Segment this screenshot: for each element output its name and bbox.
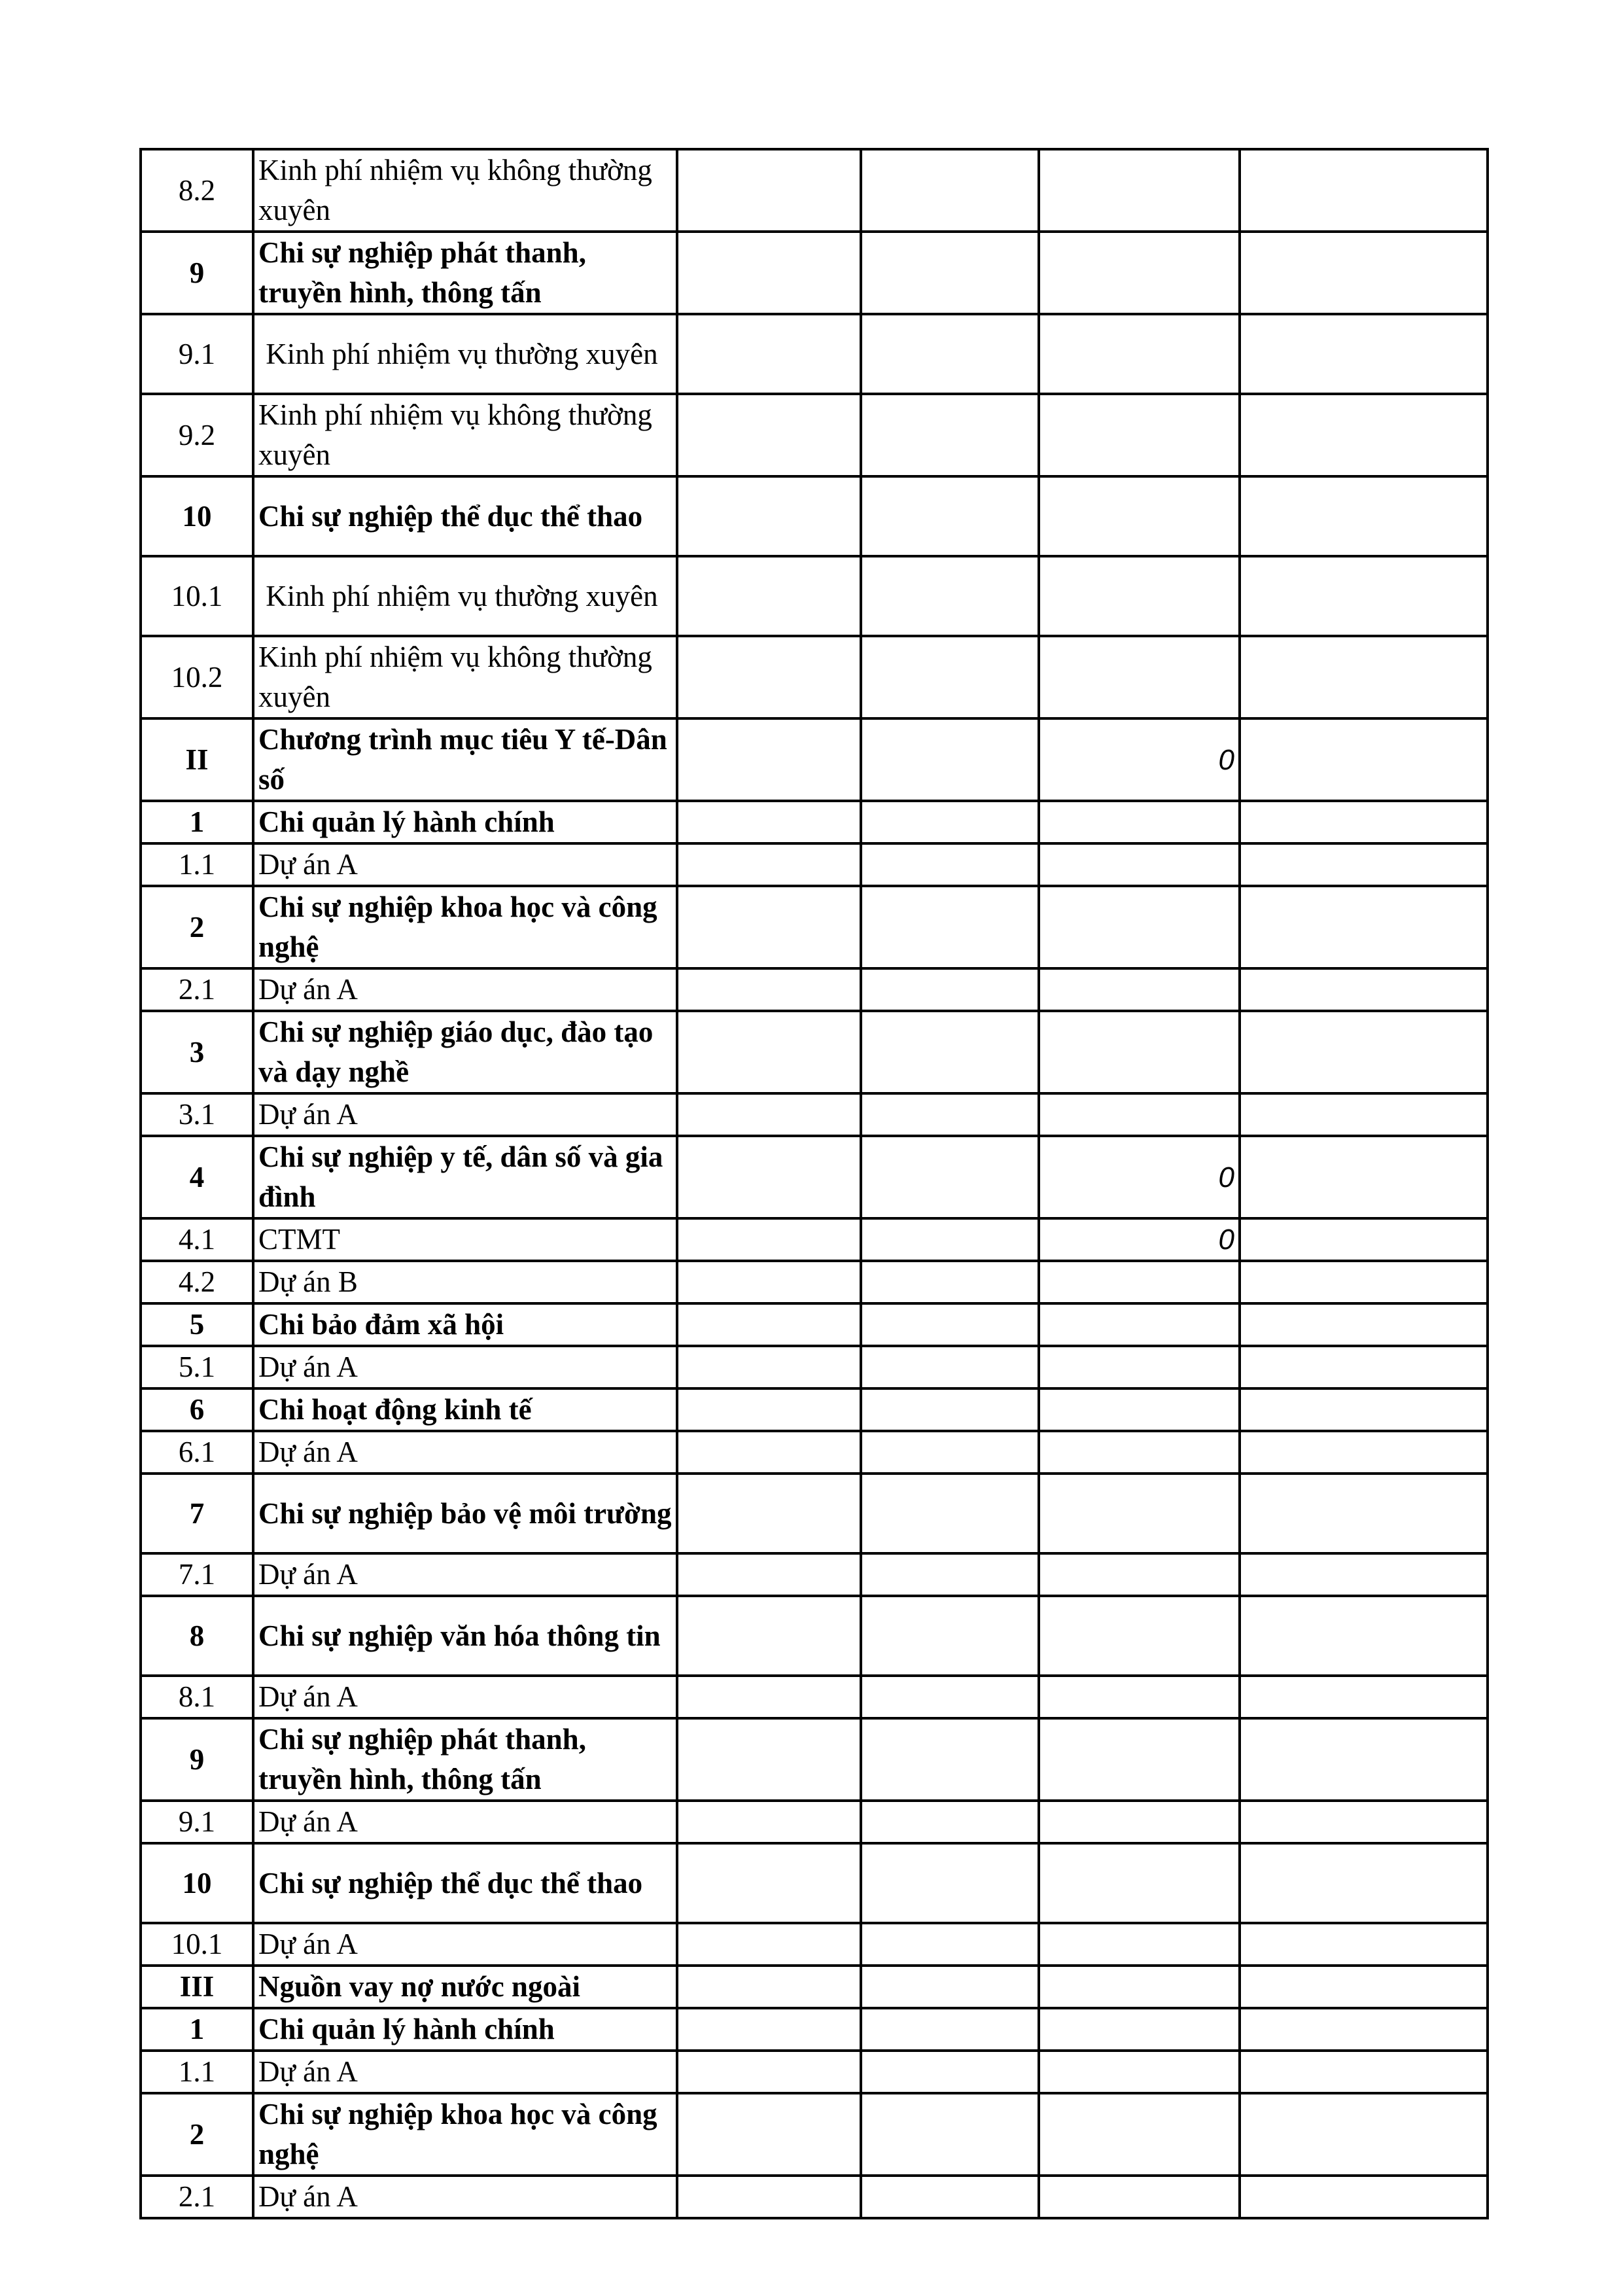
value-cell-b <box>861 1218 1039 1261</box>
row-number-cell: 10.1 <box>141 1923 253 1966</box>
row-content-cell: Kinh phí nhiệm vụ không thường xuyên <box>253 149 677 232</box>
table-row <box>141 1718 1488 1801</box>
value-cell-c <box>1039 843 1240 886</box>
value-cell-d <box>1240 1431 1488 1474</box>
table-row <box>141 968 1488 1011</box>
value-cell-c <box>1039 2093 1240 2176</box>
row-number-cell: 10 <box>141 476 253 556</box>
value-cell-d <box>1240 1596 1488 1676</box>
value-cell-b <box>861 2093 1039 2176</box>
row-number-cell: 8 <box>141 1596 253 1676</box>
table-row <box>141 2176 1488 2218</box>
value-cell-a <box>677 1923 861 1966</box>
value-cell-a <box>677 1596 861 1676</box>
value-cell-d <box>1240 1718 1488 1801</box>
value-cell-b <box>861 2008 1039 2051</box>
value-cell-a <box>677 636 861 718</box>
value-cell-c <box>1039 149 1240 232</box>
row-content-cell: CTMT <box>253 1218 677 1261</box>
value-cell-c <box>1039 968 1240 1011</box>
row-content-cell: Dự án A <box>253 1676 677 1718</box>
value-cell-a <box>677 718 861 801</box>
value-cell-c <box>1039 886 1240 968</box>
table-row <box>141 232 1488 314</box>
value-cell-b <box>861 394 1039 476</box>
value-cell-d <box>1240 1553 1488 1596</box>
table-row <box>141 1676 1488 1718</box>
row-number-cell: 9 <box>141 1718 253 1801</box>
budget-table-body <box>141 149 1488 2218</box>
value-cell-a <box>677 1011 861 1093</box>
value-cell-b <box>861 1676 1039 1718</box>
table-row <box>141 801 1488 843</box>
value-cell-d <box>1240 968 1488 1011</box>
value-cell-d <box>1240 1218 1488 1261</box>
row-number-cell: 4.2 <box>141 1261 253 1303</box>
value-cell-d <box>1240 232 1488 314</box>
row-content-cell: Chi sự nghiệp giáo dục, đào tạo và dạy nghề <box>253 1011 677 1093</box>
value-cell-a <box>677 1553 861 1596</box>
row-number-cell: 3 <box>141 1011 253 1093</box>
value-cell-d <box>1240 1923 1488 1966</box>
value-cell-b <box>861 718 1039 801</box>
value-cell-c <box>1039 314 1240 394</box>
value-cell-b <box>861 2051 1039 2093</box>
value-cell-b <box>861 886 1039 968</box>
row-content-cell: Chi sự nghiệp khoa học và công nghệ <box>253 886 677 968</box>
value-cell-a <box>677 1136 861 1218</box>
value-cell-c <box>1039 801 1240 843</box>
value-cell-d <box>1240 2008 1488 2051</box>
row-content-cell: Nguồn vay nợ nước ngoài <box>253 1966 677 2008</box>
row-content-cell: Dự án A <box>253 1923 677 1966</box>
value-cell-b <box>861 801 1039 843</box>
value-cell-d <box>1240 1966 1488 2008</box>
row-content-cell: Chương trình mục tiêu Y tế-Dân số <box>253 718 677 801</box>
value-cell-b <box>861 843 1039 886</box>
value-cell-c <box>1039 1011 1240 1093</box>
row-number-cell: 1 <box>141 801 253 843</box>
row-content-cell: Chi hoạt động kinh tế <box>253 1388 677 1431</box>
row-content-cell: Chi sự nghiệp bảo vệ môi trường <box>253 1474 677 1553</box>
row-content-cell: Kinh phí nhiệm vụ không thường xuyên <box>253 394 677 476</box>
row-content-cell: Chi sự nghiệp phát thanh, truyền hình, thông tấn <box>253 1718 677 1801</box>
value-cell-c <box>1039 1261 1240 1303</box>
value-cell-d <box>1240 1011 1488 1093</box>
value-cell-c <box>1039 1388 1240 1431</box>
table-row <box>141 2093 1488 2176</box>
row-number-cell: 10 <box>141 1843 253 1923</box>
table-row <box>141 1011 1488 1093</box>
value-cell-c: 0 <box>1039 1136 1240 1218</box>
row-content-cell: Kinh phí nhiệm vụ thường xuyên <box>253 314 677 394</box>
value-cell-d <box>1240 394 1488 476</box>
value-cell-d <box>1240 1303 1488 1346</box>
value-cell-b <box>861 1801 1039 1843</box>
value-cell-c <box>1039 1553 1240 1596</box>
value-cell-c <box>1039 1966 1240 2008</box>
table-row <box>141 314 1488 394</box>
value-cell-c <box>1039 1801 1240 1843</box>
value-cell-c <box>1039 636 1240 718</box>
row-content-cell: Kinh phí nhiệm vụ không thường xuyên <box>253 636 677 718</box>
row-content-cell: Dự án A <box>253 1431 677 1474</box>
value-cell-d <box>1240 556 1488 636</box>
value-cell-b <box>861 636 1039 718</box>
value-cell-c <box>1039 2008 1240 2051</box>
value-cell-b <box>861 1136 1039 1218</box>
value-cell-c <box>1039 1676 1240 1718</box>
value-cell-d <box>1240 886 1488 968</box>
table-row <box>141 1474 1488 1553</box>
value-cell-c <box>1039 556 1240 636</box>
value-cell-a <box>677 2093 861 2176</box>
value-cell-b <box>861 968 1039 1011</box>
table-row <box>141 1801 1488 1843</box>
value-cell-a <box>677 314 861 394</box>
value-cell-c <box>1039 1346 1240 1388</box>
value-cell-a <box>677 1261 861 1303</box>
value-cell-b <box>861 1923 1039 1966</box>
table-row <box>141 1136 1488 1218</box>
table-row <box>141 843 1488 886</box>
row-content-cell: Chi sự nghiệp phát thanh, truyền hình, thông tấn <box>253 232 677 314</box>
value-cell-b <box>861 1843 1039 1923</box>
row-content-cell: Kinh phí nhiệm vụ thường xuyên <box>253 556 677 636</box>
value-cell-c <box>1039 2051 1240 2093</box>
row-content-cell: Chi sự nghiệp y tế, dân số và gia đình <box>253 1136 677 1218</box>
value-cell-c <box>1039 1843 1240 1923</box>
value-cell-c <box>1039 1474 1240 1553</box>
value-cell-d <box>1240 2093 1488 2176</box>
value-cell-d <box>1240 2051 1488 2093</box>
table-row <box>141 718 1488 801</box>
table-row <box>141 1553 1488 1596</box>
value-cell-d <box>1240 149 1488 232</box>
table-row <box>141 2008 1488 2051</box>
value-cell-a <box>677 2176 861 2218</box>
value-cell-a <box>677 149 861 232</box>
table-row <box>141 886 1488 968</box>
row-content-cell: Dự án A <box>253 1093 677 1136</box>
row-content-cell: Chi quản lý hành chính <box>253 2008 677 2051</box>
value-cell-a <box>677 1093 861 1136</box>
row-number-cell: II <box>141 718 253 801</box>
row-number-cell: 9 <box>141 232 253 314</box>
value-cell-d <box>1240 636 1488 718</box>
row-content-cell: Chi quản lý hành chính <box>253 801 677 843</box>
table-row <box>141 1303 1488 1346</box>
value-cell-d <box>1240 1346 1488 1388</box>
value-cell-a <box>677 1801 861 1843</box>
value-cell-c <box>1039 232 1240 314</box>
value-cell-d <box>1240 1388 1488 1431</box>
value-cell-a <box>677 1303 861 1346</box>
row-number-cell: 6.1 <box>141 1431 253 1474</box>
value-cell-a <box>677 1218 861 1261</box>
value-cell-a <box>677 1718 861 1801</box>
row-number-cell: 10.2 <box>141 636 253 718</box>
row-number-cell: 2 <box>141 2093 253 2176</box>
row-content-cell: Chi sự nghiệp khoa học và công nghệ <box>253 2093 677 2176</box>
value-cell-c <box>1039 1431 1240 1474</box>
value-cell-c <box>1039 1718 1240 1801</box>
value-cell-c: 0 <box>1039 718 1240 801</box>
row-number-cell: 1.1 <box>141 2051 253 2093</box>
row-number-cell: 9.2 <box>141 394 253 476</box>
budget-table <box>139 148 1489 2219</box>
value-cell-c <box>1039 476 1240 556</box>
value-cell-b <box>861 1718 1039 1801</box>
value-cell-a <box>677 1966 861 2008</box>
value-cell-b <box>861 232 1039 314</box>
row-number-cell: 1.1 <box>141 843 253 886</box>
row-content-cell: Dự án A <box>253 843 677 886</box>
value-cell-d <box>1240 476 1488 556</box>
table-row <box>141 2051 1488 2093</box>
value-cell-d <box>1240 1136 1488 1218</box>
row-number-cell: 9.1 <box>141 314 253 394</box>
value-cell-a <box>677 2051 861 2093</box>
row-content-cell: Dự án A <box>253 968 677 1011</box>
row-content-cell: Chi bảo đảm xã hội <box>253 1303 677 1346</box>
table-row <box>141 1388 1488 1431</box>
table-row <box>141 476 1488 556</box>
value-cell-c: 0 <box>1039 1218 1240 1261</box>
value-cell-a <box>677 232 861 314</box>
value-cell-b <box>861 1596 1039 1676</box>
value-cell-d <box>1240 1676 1488 1718</box>
value-cell-a <box>677 1843 861 1923</box>
value-cell-a <box>677 843 861 886</box>
value-cell-d <box>1240 718 1488 801</box>
row-number-cell: 2.1 <box>141 2176 253 2218</box>
value-cell-b <box>861 1346 1039 1388</box>
value-cell-b <box>861 314 1039 394</box>
value-cell-a <box>677 1676 861 1718</box>
row-content-cell: Dự án A <box>253 2051 677 2093</box>
value-cell-b <box>861 2176 1039 2218</box>
value-cell-a <box>677 2008 861 2051</box>
value-cell-b <box>861 1011 1039 1093</box>
value-cell-d <box>1240 314 1488 394</box>
row-content-cell: Dự án A <box>253 1553 677 1596</box>
value-cell-a <box>677 476 861 556</box>
value-cell-a <box>677 801 861 843</box>
value-cell-c <box>1039 1923 1240 1966</box>
value-cell-b <box>861 1431 1039 1474</box>
row-number-cell: 5 <box>141 1303 253 1346</box>
value-cell-a <box>677 1346 861 1388</box>
value-cell-b <box>861 1474 1039 1553</box>
row-content-cell: Dự án A <box>253 1346 677 1388</box>
value-cell-a <box>677 1388 861 1431</box>
table-row <box>141 394 1488 476</box>
value-cell-b <box>861 149 1039 232</box>
table-row <box>141 1596 1488 1676</box>
row-number-cell: 8.1 <box>141 1676 253 1718</box>
value-cell-c <box>1039 1093 1240 1136</box>
table-row <box>141 556 1488 636</box>
row-number-cell: 1 <box>141 2008 253 2051</box>
value-cell-a <box>677 886 861 968</box>
value-cell-a <box>677 1474 861 1553</box>
value-cell-a <box>677 968 861 1011</box>
value-cell-b <box>861 1093 1039 1136</box>
row-number-cell: 2.1 <box>141 968 253 1011</box>
row-number-cell: 10.1 <box>141 556 253 636</box>
value-cell-a <box>677 556 861 636</box>
value-cell-d <box>1240 2176 1488 2218</box>
value-cell-a <box>677 1431 861 1474</box>
row-content-cell: Chi sự nghiệp văn hóa thông tin <box>253 1596 677 1676</box>
row-number-cell: 3.1 <box>141 1093 253 1136</box>
value-cell-d <box>1240 801 1488 843</box>
value-cell-d <box>1240 1261 1488 1303</box>
value-cell-c <box>1039 1596 1240 1676</box>
table-row <box>141 1218 1488 1261</box>
table-row <box>141 1093 1488 1136</box>
value-cell-a <box>677 394 861 476</box>
row-number-cell: 7.1 <box>141 1553 253 1596</box>
value-cell-c <box>1039 1303 1240 1346</box>
value-cell-d <box>1240 1801 1488 1843</box>
value-cell-b <box>861 556 1039 636</box>
row-number-cell: 9.1 <box>141 1801 253 1843</box>
row-content-cell: Chi sự nghiệp thể dục thể thao <box>253 476 677 556</box>
value-cell-c <box>1039 394 1240 476</box>
table-row <box>141 149 1488 232</box>
row-content-cell: Chi sự nghiệp thể dục thể thao <box>253 1843 677 1923</box>
value-cell-b <box>861 1388 1039 1431</box>
row-number-cell: III <box>141 1966 253 2008</box>
row-content-cell: Dự án B <box>253 1261 677 1303</box>
row-number-cell: 4.1 <box>141 1218 253 1261</box>
value-cell-b <box>861 1303 1039 1346</box>
row-content-cell: Dự án A <box>253 2176 677 2218</box>
row-content-cell: Dự án A <box>253 1801 677 1843</box>
table-row <box>141 636 1488 718</box>
value-cell-b <box>861 1966 1039 2008</box>
row-number-cell: 7 <box>141 1474 253 1553</box>
value-cell-b <box>861 1261 1039 1303</box>
value-cell-d <box>1240 1093 1488 1136</box>
table-row <box>141 1843 1488 1923</box>
row-number-cell: 5.1 <box>141 1346 253 1388</box>
table-row <box>141 1261 1488 1303</box>
table-row <box>141 1346 1488 1388</box>
row-number-cell: 4 <box>141 1136 253 1218</box>
value-cell-b <box>861 476 1039 556</box>
table-row <box>141 1923 1488 1966</box>
value-cell-c <box>1039 2176 1240 2218</box>
value-cell-d <box>1240 843 1488 886</box>
row-number-cell: 8.2 <box>141 149 253 232</box>
value-cell-d <box>1240 1843 1488 1923</box>
row-number-cell: 2 <box>141 886 253 968</box>
value-cell-d <box>1240 1474 1488 1553</box>
table-row <box>141 1431 1488 1474</box>
value-cell-b <box>861 1553 1039 1596</box>
row-number-cell: 6 <box>141 1388 253 1431</box>
table-row <box>141 1966 1488 2008</box>
